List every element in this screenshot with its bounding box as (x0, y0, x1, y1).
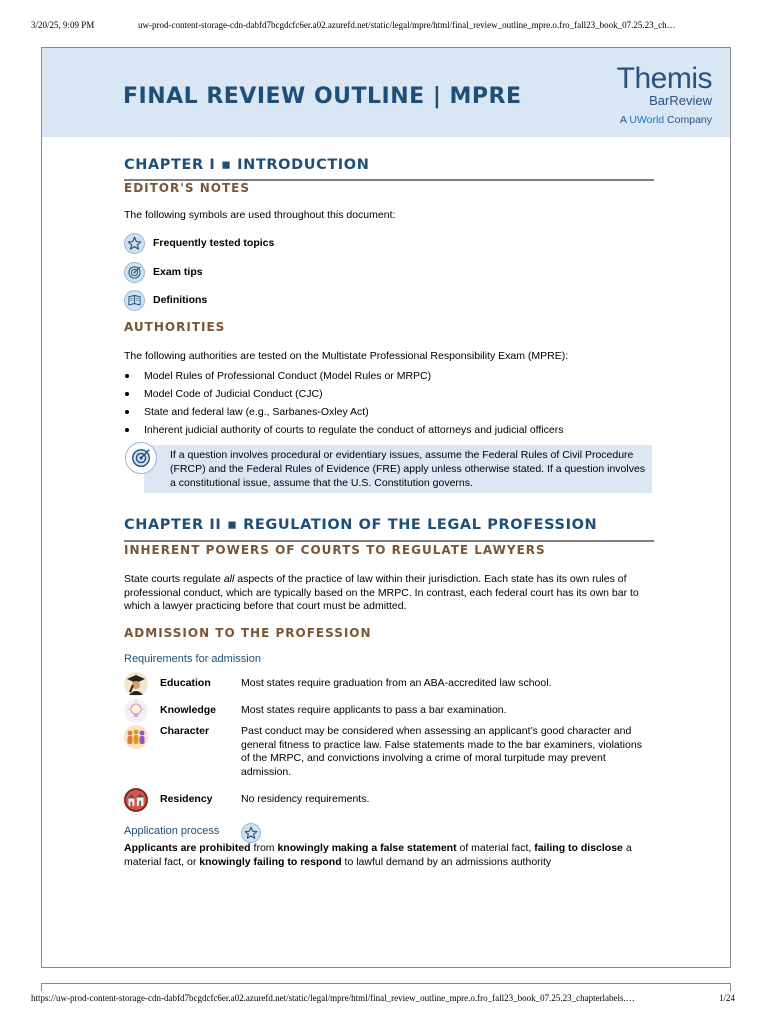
symbol-label: Definitions (153, 294, 208, 306)
bullet-icon (125, 392, 129, 396)
symbol-label: Frequently tested topics (153, 237, 275, 249)
print-datetime: 3/20/25, 9:09 PM (31, 20, 95, 30)
requirement-desc: No residency requirements. (241, 793, 370, 805)
target-icon (124, 262, 145, 283)
symbol-label: Exam tips (153, 266, 203, 278)
exam-tip-text: If a question involves procedural or evidentiary issues, assume the Federal Rules of Civil Procedure (FRCP) and the Federal Rules of Evidence (FRE) apply unless otherwise stated. If a question involves a constitutional issue, assume that the U.S. Constitution governs. (170, 449, 646, 489)
themis-logo: Themis (616, 62, 712, 95)
requirement-knowledge (124, 699, 654, 723)
next-page-edge (41, 983, 731, 991)
requirement-term: Knowledge (160, 704, 217, 716)
requirement-character (124, 725, 654, 785)
lightbulb-icon (124, 699, 148, 723)
requirement-desc: Most states require applicants to pass a bar examination. (241, 704, 507, 716)
inherent-powers-heading: INHERENT POWERS OF COURTS TO REGULATE LAWYERS (124, 543, 546, 557)
chapter-2-title: CHAPTER II ▪ REGULATION OF THE LEGAL PROFESSION (124, 517, 598, 533)
barreview-logo: BarReview (649, 93, 712, 108)
title-banner (42, 48, 730, 137)
authorities-intro: The following authorities are tested on the Multistate Professional Responsibility Exam (MPRE): (124, 350, 569, 362)
application-process-heading: Application process (124, 825, 220, 837)
print-url-header: uw-prod-content-storage-cdn-dabfd7bcgdcfc6er.a02.azurefd.net/static/legal/mpre/html/final_review_outline_mpre.o.fro_fall23_book_07.25.23_ch… (138, 20, 676, 30)
requirement-desc: Most states require graduation from an ABA-accredited law school. (241, 677, 552, 689)
list-item: Inherent judicial authority of courts to regulate the conduct of attorneys and judicial officers (124, 421, 654, 439)
requirement-residency (124, 788, 654, 814)
print-page-count: 1/24 (719, 993, 736, 1003)
houses-icon (124, 788, 148, 812)
uworld-company-logo: A UWorld Company (619, 114, 712, 126)
authorities-list (124, 367, 654, 439)
inherent-powers-paragraph: State courts regulate all aspects of the practice of law within their jurisdiction. Each state has its own rules of professional conduct, which are typically based on the MRPC. In contrast, each federal court has its own bar to which a lawyer practicing before that court must be admitted. (124, 573, 639, 612)
requirement-term: Character (160, 725, 210, 737)
book-icon (124, 290, 145, 311)
editors-notes-heading: EDITOR'S NOTES (124, 181, 251, 195)
requirements-heading: Requirements for admission (124, 653, 261, 665)
list-item: Model Code of Judicial Conduct (CJC) (124, 385, 654, 403)
star-icon (241, 823, 261, 843)
bullet-icon (125, 428, 129, 432)
graduate-icon (124, 672, 148, 696)
chapter-1-title: CHAPTER I ▪ INTRODUCTION (124, 157, 370, 173)
chapter-2-divider (124, 540, 654, 542)
bullet-icon (125, 410, 129, 414)
requirement-term: Residency (160, 793, 213, 805)
editors-notes-intro: The following symbols are used throughout this document: (124, 209, 396, 221)
authorities-heading: AUTHORITIES (124, 320, 226, 334)
requirement-desc: Past conduct may be considered when assessing an applicant’s good character and general fitness to practice law. False statements made to the bar examiners, violations of the MRPC, and convictions involving a crime of moral turpitude may prevent admission. (241, 725, 642, 778)
star-icon (124, 233, 145, 254)
requirement-education (124, 672, 654, 698)
list-item: Model Rules of Professional Conduct (Model Rules or MRPC) (124, 367, 654, 385)
admission-heading: ADMISSION TO THE PROFESSION (124, 626, 372, 640)
target-icon (125, 442, 157, 474)
document-page (41, 47, 731, 968)
people-icon (124, 725, 148, 749)
print-url-footer: https://uw-prod-content-storage-cdn-dabfd7bcgdcfc6er.a02.azurefd.net/static/legal/mpre/html/final_review_outline_mpre.o.fro_fall23_book_07.25.23_chapterlabels.… (31, 993, 635, 1003)
bullet-icon (125, 374, 129, 378)
document-title: FINAL REVIEW OUTLINE | MPRE (123, 84, 522, 109)
requirement-term: Education (160, 677, 211, 689)
application-process-paragraph: Applicants are prohibited from knowingly making a false statement of material fact, failing to disclose a material fact, or knowingly failing to respond to lawful demand by an admissions authority (124, 842, 632, 868)
exam-tip-box (144, 445, 652, 493)
list-item: State and federal law (e.g., Sarbanes-Oxley Act) (124, 403, 654, 421)
